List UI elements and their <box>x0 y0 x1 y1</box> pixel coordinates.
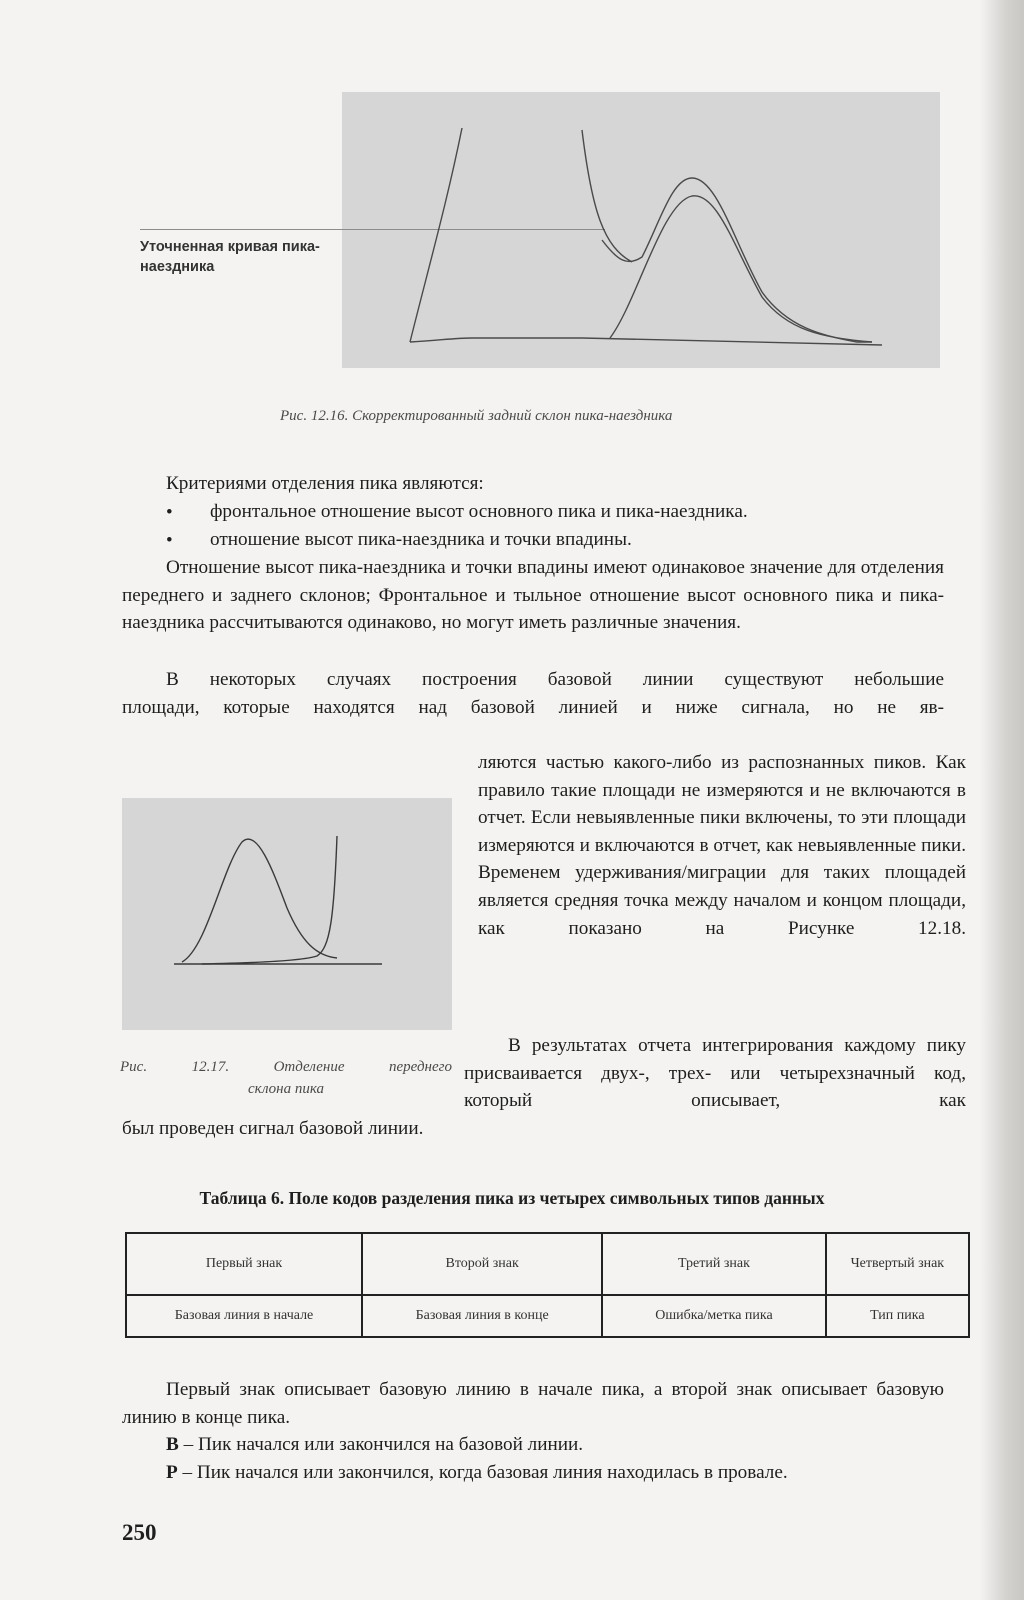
figure-12-17-caption-line-2: склона пика <box>247 1081 325 1097</box>
table-6-title: Таблица 6. Поле кодов разделения пика из четырех символьных типов данных <box>199 1188 825 1208</box>
table-value-cell: Базовая линия в начале <box>126 1295 362 1337</box>
table-value-cell: Базовая линия в конце <box>362 1295 602 1337</box>
table-value-cell: Ошибка/метка пика <box>602 1295 825 1337</box>
table-header-cell: Второй знак <box>362 1233 602 1295</box>
paragraph-small-areas-line-1: В некоторых случаях построения базовой линии существуют небольшие <box>166 669 944 690</box>
front-peak-curve <box>182 839 337 962</box>
table-header-cell: Третий знак <box>602 1233 825 1295</box>
figure-12-17-caption <box>120 1056 452 1100</box>
bullet-marker: • <box>166 502 173 523</box>
code-definition-b <box>122 1431 583 1459</box>
code-letter: P <box>166 1462 178 1483</box>
corrected-rider-curve <box>610 196 872 342</box>
code-letter: B <box>166 1434 179 1455</box>
main-peak-tail <box>582 130 632 262</box>
paragraph-first-sign: Первый знак описывает базовую линию в начале пика, а второй знак описывает базовую линию в конце пика. <box>122 1379 944 1428</box>
paragraph-integration-report: В результатах отчета интегрирования каждому пику присваивается двух-, трех- или четырехзначный код, который описывает, как <box>464 1035 966 1112</box>
page-edge-shadow <box>980 0 1024 1600</box>
paragraph-height-ratio: Отношение высот пика-наездника и точки впадины имеют одинаковое значение для отделения переднего и заднего склонов; Фронтальное и тыльное отношение высот основного пика и пика-наездника рассчитываются одинаково, но могут иметь различные значения. <box>122 557 944 634</box>
combined-rider-curve <box>602 178 872 342</box>
page-number: 250 <box>122 1520 157 1545</box>
bullet-marker: • <box>166 530 173 551</box>
figure-12-16-graph <box>342 92 940 368</box>
figure-12-16-caption: Рис. 12.16. Скорректированный задний склон пика-наездника <box>280 408 673 424</box>
table-header-cell: Первый знак <box>126 1233 362 1295</box>
paragraph-integration-report-end: был проведен сигнал базовой линии. <box>122 1118 424 1139</box>
code-definition-p <box>122 1459 788 1487</box>
main-peak-front <box>202 836 337 964</box>
code-description: – Пик начался или закончился на базовой линии. <box>178 1434 584 1455</box>
peak-code-table <box>125 1232 970 1338</box>
baseline-curve <box>410 338 882 345</box>
criteria-intro: Критериями отделения пика являются: <box>166 473 484 494</box>
figure-12-17-graph <box>122 798 452 1030</box>
paragraph-small-areas-side: ляются частью какого-либо из распознанных пиков. Как правило такие площади не измеряются и не включаются в отчет. Если невыявленные пики включены, то эти площади измеряются и включаются в отчет, как невыявленные пики. Временем удерживания/миграции для таких площадей является средняя точка между началом и концом площади, как показано на Рисунке 12.18. <box>478 752 966 939</box>
main-peak-rise <box>410 128 462 342</box>
paragraph-small-areas-line-2: площади, которые находятся над базовой линией и ниже сигнала, но не яв- <box>122 696 944 718</box>
criteria-bullet-2: отношение высот пика-наездника и точки впадины. <box>210 529 632 550</box>
code-description: – Пик начался или закончился, когда базовая линия находилась в провале. <box>177 1462 788 1483</box>
figure-12-16-label: Уточненная кривая пика-наездника <box>140 239 320 275</box>
table-value-cell: Тип пика <box>826 1295 969 1337</box>
table-header-cell: Четвертый знак <box>826 1233 969 1295</box>
criteria-bullet-1: фронтальное отношение высот основного пика и пика-наездника. <box>210 501 748 522</box>
figure-12-17-caption-line-1: Рис. 12.17. Отделение переднего <box>120 1059 452 1075</box>
